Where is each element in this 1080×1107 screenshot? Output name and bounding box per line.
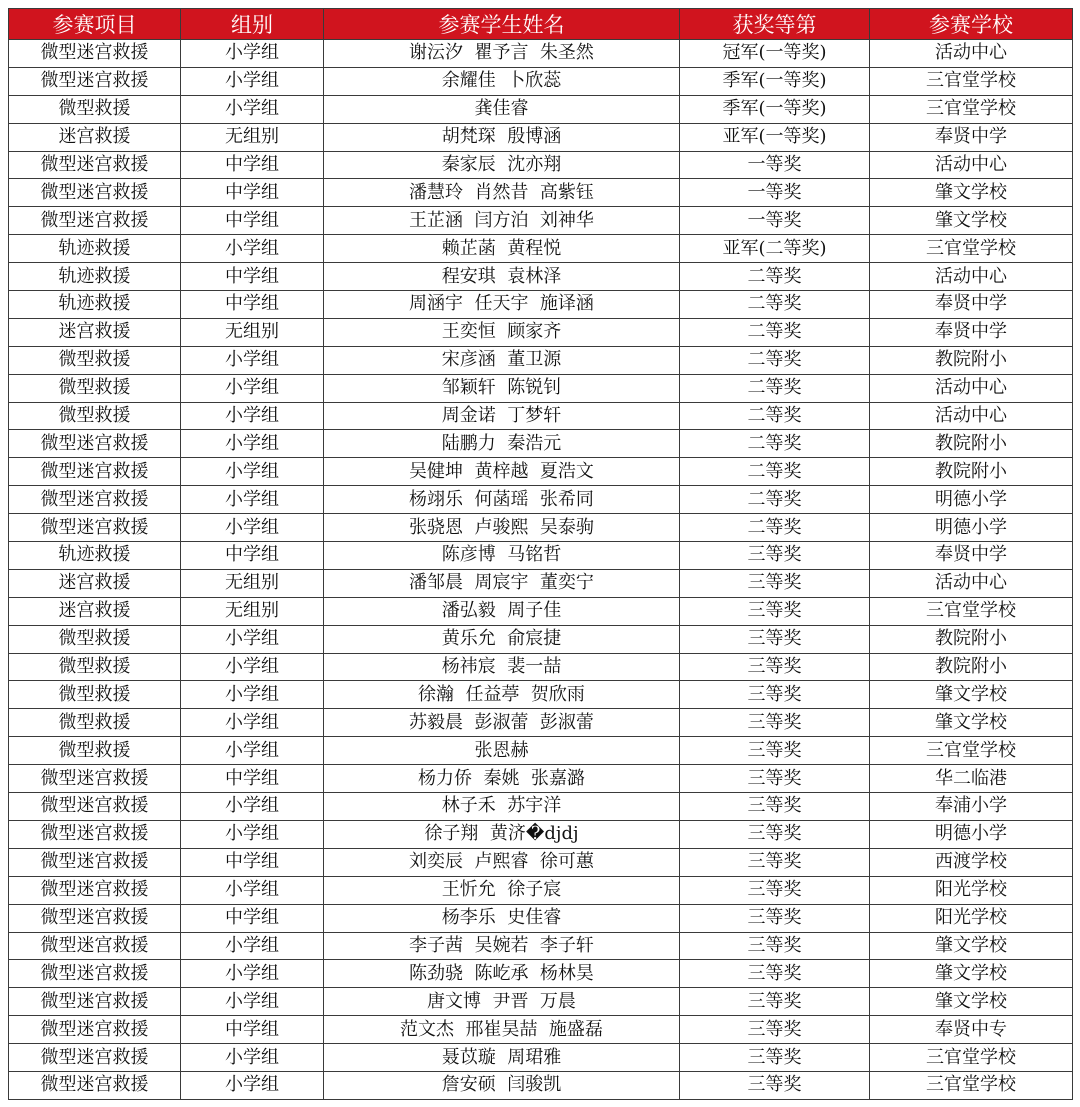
cell-event: 微型迷宫救援 [9, 514, 181, 542]
table-row [9, 820, 1073, 848]
cell-event: 微型迷宫救援 [9, 1044, 181, 1072]
header-school: 参赛学校 [870, 9, 1073, 40]
cell-event: 微型迷宫救援 [9, 932, 181, 960]
cell-students: 周涵宇 任天宇 施译涵 [324, 291, 680, 319]
cell-school: 明德小学 [870, 486, 1073, 514]
cell-award: 三等奖 [680, 904, 870, 932]
cell-school: 活动中心 [870, 569, 1073, 597]
cell-award: 三等奖 [680, 1016, 870, 1044]
cell-group: 小学组 [181, 932, 324, 960]
cell-students: 李子茜 吴婉若 李子轩 [324, 932, 680, 960]
table-row [9, 765, 1073, 793]
cell-award: 二等奖 [680, 346, 870, 374]
cell-event: 微型救援 [9, 95, 181, 123]
table-row [9, 597, 1073, 625]
header-row [9, 9, 1073, 40]
table-row [9, 848, 1073, 876]
cell-group: 无组别 [181, 569, 324, 597]
cell-group: 中学组 [181, 765, 324, 793]
cell-event: 微型救援 [9, 346, 181, 374]
table-row [9, 1071, 1073, 1099]
award-sheet [8, 8, 1072, 1100]
cell-students: 龚佳睿 [324, 95, 680, 123]
table-row [9, 932, 1073, 960]
cell-group: 小学组 [181, 709, 324, 737]
header-students: 参赛学生姓名 [324, 9, 680, 40]
cell-school: 三官堂学校 [870, 597, 1073, 625]
cell-group: 中学组 [181, 179, 324, 207]
cell-event: 微型迷宫救援 [9, 820, 181, 848]
cell-school: 三官堂学校 [870, 95, 1073, 123]
cell-group: 小学组 [181, 876, 324, 904]
cell-event: 微型迷宫救援 [9, 486, 181, 514]
cell-award: 三等奖 [680, 1071, 870, 1099]
cell-award: 三等奖 [680, 597, 870, 625]
cell-event: 微型救援 [9, 374, 181, 402]
cell-award: 三等奖 [680, 1044, 870, 1072]
table-row [9, 793, 1073, 821]
cell-students: 王芷涵 闫方泊 刘神华 [324, 207, 680, 235]
cell-event: 微型迷宫救援 [9, 793, 181, 821]
cell-award: 二等奖 [680, 458, 870, 486]
cell-award: 亚军(一等奖) [680, 123, 870, 151]
table-row [9, 737, 1073, 765]
cell-event: 微型救援 [9, 625, 181, 653]
cell-award: 三等奖 [680, 653, 870, 681]
table-row [9, 123, 1073, 151]
cell-award: 季军(一等奖) [680, 95, 870, 123]
cell-students: 潘慧玲 肖然昔 高紫钰 [324, 179, 680, 207]
table-row [9, 653, 1073, 681]
cell-event: 微型迷宫救援 [9, 207, 181, 235]
cell-group: 中学组 [181, 904, 324, 932]
cell-event: 迷宫救援 [9, 318, 181, 346]
table-row [9, 95, 1073, 123]
cell-event: 微型救援 [9, 402, 181, 430]
cell-school: 奉贤中专 [870, 1016, 1073, 1044]
cell-students: 秦家辰 沈亦翔 [324, 151, 680, 179]
cell-school: 教院附小 [870, 346, 1073, 374]
cell-students: 林子禾 苏宇洋 [324, 793, 680, 821]
cell-award: 亚军(二等奖) [680, 235, 870, 263]
cell-school: 奉贤中学 [870, 318, 1073, 346]
cell-award: 三等奖 [680, 876, 870, 904]
cell-students: 杨李乐 史佳睿 [324, 904, 680, 932]
cell-group: 中学组 [181, 1016, 324, 1044]
cell-school: 奉贤中学 [870, 291, 1073, 319]
cell-school: 明德小学 [870, 514, 1073, 542]
cell-school: 三官堂学校 [870, 1044, 1073, 1072]
table-row [9, 207, 1073, 235]
cell-school: 华二临港 [870, 765, 1073, 793]
cell-students: 程安琪 袁林泽 [324, 263, 680, 291]
table-row [9, 486, 1073, 514]
cell-event: 微型迷宫救援 [9, 67, 181, 95]
header-event: 参赛项目 [9, 9, 181, 40]
table-row [9, 458, 1073, 486]
cell-students: 杨翊乐 何菡瑶 张希同 [324, 486, 680, 514]
cell-award: 一等奖 [680, 207, 870, 235]
cell-group: 小学组 [181, 40, 324, 68]
cell-school: 明德小学 [870, 820, 1073, 848]
cell-school: 奉贤中学 [870, 542, 1073, 570]
cell-school: 活动中心 [870, 40, 1073, 68]
cell-group: 小学组 [181, 374, 324, 402]
cell-students: 聂苡璇 周珺雅 [324, 1044, 680, 1072]
cell-award: 二等奖 [680, 291, 870, 319]
cell-group: 小学组 [181, 960, 324, 988]
cell-event: 微型迷宫救援 [9, 1071, 181, 1099]
cell-school: 教院附小 [870, 653, 1073, 681]
cell-students: 陆鹏力 秦浩元 [324, 430, 680, 458]
cell-award: 三等奖 [680, 932, 870, 960]
cell-school: 教院附小 [870, 625, 1073, 653]
cell-event: 轨迹救援 [9, 263, 181, 291]
cell-award: 三等奖 [680, 988, 870, 1016]
table-row [9, 179, 1073, 207]
table-row [9, 542, 1073, 570]
cell-students: 王忻允 徐子宸 [324, 876, 680, 904]
cell-event: 轨迹救援 [9, 291, 181, 319]
cell-group: 小学组 [181, 486, 324, 514]
cell-school: 三官堂学校 [870, 235, 1073, 263]
cell-group: 中学组 [181, 263, 324, 291]
cell-group: 小学组 [181, 430, 324, 458]
cell-event: 微型救援 [9, 709, 181, 737]
cell-award: 三等奖 [680, 569, 870, 597]
cell-award: 三等奖 [680, 765, 870, 793]
cell-award: 三等奖 [680, 848, 870, 876]
cell-award: 三等奖 [680, 709, 870, 737]
cell-group: 中学组 [181, 151, 324, 179]
cell-event: 微型迷宫救援 [9, 848, 181, 876]
cell-group: 小学组 [181, 793, 324, 821]
cell-award: 三等奖 [680, 737, 870, 765]
cell-event: 微型迷宫救援 [9, 765, 181, 793]
cell-school: 肇文学校 [870, 960, 1073, 988]
cell-school: 奉浦小学 [870, 793, 1073, 821]
table-row [9, 151, 1073, 179]
cell-school: 肇文学校 [870, 179, 1073, 207]
cell-group: 中学组 [181, 542, 324, 570]
cell-school: 肇文学校 [870, 988, 1073, 1016]
cell-award: 二等奖 [680, 486, 870, 514]
table-row [9, 263, 1073, 291]
cell-school: 肇文学校 [870, 681, 1073, 709]
cell-award: 二等奖 [680, 430, 870, 458]
cell-students: 杨力侨 秦姚 张嘉潞 [324, 765, 680, 793]
table-row [9, 514, 1073, 542]
table-row [9, 291, 1073, 319]
cell-group: 小学组 [181, 737, 324, 765]
cell-school: 阳光学校 [870, 904, 1073, 932]
cell-award: 三等奖 [680, 681, 870, 709]
cell-students: 吴健坤 黄梓越 夏浩文 [324, 458, 680, 486]
cell-group: 中学组 [181, 207, 324, 235]
cell-students: 胡梵琛 殷博涵 [324, 123, 680, 151]
cell-students: 赖芷菡 黄程悦 [324, 235, 680, 263]
table-row [9, 709, 1073, 737]
cell-event: 微型迷宫救援 [9, 151, 181, 179]
table-row [9, 67, 1073, 95]
cell-students: 谢沄汐 瞿予言 朱圣然 [324, 40, 680, 68]
cell-students: 黄乐允 俞宸捷 [324, 625, 680, 653]
table-row [9, 625, 1073, 653]
cell-group: 无组别 [181, 318, 324, 346]
cell-students: 苏毅晨 彭淑蕾 彭淑蕾 [324, 709, 680, 737]
cell-event: 微型迷宫救援 [9, 960, 181, 988]
cell-award: 二等奖 [680, 514, 870, 542]
table-row [9, 40, 1073, 68]
cell-students: 唐文博 尹晋 万晨 [324, 988, 680, 1016]
cell-group: 小学组 [181, 95, 324, 123]
cell-group: 小学组 [181, 402, 324, 430]
table-row [9, 346, 1073, 374]
cell-students: 陈彦博 马铭哲 [324, 542, 680, 570]
cell-school: 阳光学校 [870, 876, 1073, 904]
cell-event: 微型迷宫救援 [9, 1016, 181, 1044]
table-row [9, 876, 1073, 904]
cell-award: 二等奖 [680, 263, 870, 291]
cell-event: 微型迷宫救援 [9, 988, 181, 1016]
cell-event: 迷宫救援 [9, 123, 181, 151]
cell-group: 小学组 [181, 625, 324, 653]
cell-students: 杨祎宸 裴一喆 [324, 653, 680, 681]
cell-event: 微型救援 [9, 737, 181, 765]
cell-award: 二等奖 [680, 402, 870, 430]
awards-table [8, 8, 1073, 1100]
cell-school: 三官堂学校 [870, 737, 1073, 765]
cell-school: 教院附小 [870, 430, 1073, 458]
cell-school: 肇文学校 [870, 932, 1073, 960]
cell-students: 徐子翔 黄济�djdj [324, 820, 680, 848]
cell-event: 轨迹救援 [9, 235, 181, 263]
cell-group: 小学组 [181, 988, 324, 1016]
cell-group: 小学组 [181, 458, 324, 486]
table-row [9, 988, 1073, 1016]
cell-students: 刘奕辰 卢熙睿 徐可蕙 [324, 848, 680, 876]
cell-group: 小学组 [181, 820, 324, 848]
cell-event: 微型迷宫救援 [9, 430, 181, 458]
cell-event: 迷宫救援 [9, 569, 181, 597]
cell-school: 活动中心 [870, 151, 1073, 179]
cell-group: 小学组 [181, 346, 324, 374]
table-body [9, 40, 1073, 1100]
table-row [9, 960, 1073, 988]
cell-school: 活动中心 [870, 402, 1073, 430]
cell-school: 西渡学校 [870, 848, 1073, 876]
cell-students: 余耀佳 卜欣蕊 [324, 67, 680, 95]
cell-students: 陈劲骁 陈屹承 杨林昊 [324, 960, 680, 988]
header-award: 获奖等第 [680, 9, 870, 40]
cell-group: 小学组 [181, 653, 324, 681]
cell-group: 小学组 [181, 681, 324, 709]
cell-award: 冠军(一等奖) [680, 40, 870, 68]
cell-students: 张恩赫 [324, 737, 680, 765]
cell-group: 中学组 [181, 291, 324, 319]
table-row [9, 569, 1073, 597]
cell-students: 潘邹晨 周宸宇 董奕宁 [324, 569, 680, 597]
cell-event: 迷宫救援 [9, 597, 181, 625]
cell-school: 教院附小 [870, 458, 1073, 486]
cell-event: 微型迷宫救援 [9, 179, 181, 207]
cell-award: 三等奖 [680, 820, 870, 848]
cell-school: 肇文学校 [870, 207, 1073, 235]
cell-students: 詹安硕 闫骏凯 [324, 1071, 680, 1099]
cell-school: 三官堂学校 [870, 1071, 1073, 1099]
cell-award: 一等奖 [680, 179, 870, 207]
table-row [9, 681, 1073, 709]
cell-school: 活动中心 [870, 263, 1073, 291]
cell-event: 微型迷宫救援 [9, 876, 181, 904]
cell-group: 中学组 [181, 848, 324, 876]
cell-students: 潘弘毅 周子佳 [324, 597, 680, 625]
cell-school: 活动中心 [870, 374, 1073, 402]
cell-award: 三等奖 [680, 793, 870, 821]
cell-group: 无组别 [181, 597, 324, 625]
cell-event: 微型迷宫救援 [9, 904, 181, 932]
cell-award: 二等奖 [680, 318, 870, 346]
cell-event: 微型救援 [9, 681, 181, 709]
table-row [9, 235, 1073, 263]
cell-group: 小学组 [181, 67, 324, 95]
table-row [9, 1016, 1073, 1044]
cell-award: 季军(一等奖) [680, 67, 870, 95]
cell-students: 邹颖轩 陈锐钊 [324, 374, 680, 402]
cell-award: 一等奖 [680, 151, 870, 179]
cell-school: 肇文学校 [870, 709, 1073, 737]
header-group: 组别 [181, 9, 324, 40]
cell-award: 三等奖 [680, 542, 870, 570]
cell-group: 小学组 [181, 514, 324, 542]
table-row [9, 318, 1073, 346]
cell-school: 三官堂学校 [870, 67, 1073, 95]
cell-event: 微型救援 [9, 653, 181, 681]
cell-students: 宋彦涵 董卫源 [324, 346, 680, 374]
cell-award: 三等奖 [680, 625, 870, 653]
cell-students: 张骁恩 卢骏熙 吴泰驹 [324, 514, 680, 542]
cell-group: 小学组 [181, 1044, 324, 1072]
cell-event: 微型迷宫救援 [9, 40, 181, 68]
cell-group: 小学组 [181, 235, 324, 263]
table-row [9, 430, 1073, 458]
cell-group: 无组别 [181, 123, 324, 151]
table-row [9, 374, 1073, 402]
cell-award: 三等奖 [680, 960, 870, 988]
cell-students: 周金诺 丁梦轩 [324, 402, 680, 430]
table-row [9, 402, 1073, 430]
cell-event: 轨迹救援 [9, 542, 181, 570]
table-row [9, 1044, 1073, 1072]
cell-students: 王奕恒 顾家齐 [324, 318, 680, 346]
table-row [9, 904, 1073, 932]
cell-event: 微型迷宫救援 [9, 458, 181, 486]
cell-group: 小学组 [181, 1071, 324, 1099]
cell-students: 徐瀚 任益葶 贺欣雨 [324, 681, 680, 709]
cell-school: 奉贤中学 [870, 123, 1073, 151]
cell-award: 二等奖 [680, 374, 870, 402]
cell-students: 范文杰 邢崔昊喆 施盛磊 [324, 1016, 680, 1044]
